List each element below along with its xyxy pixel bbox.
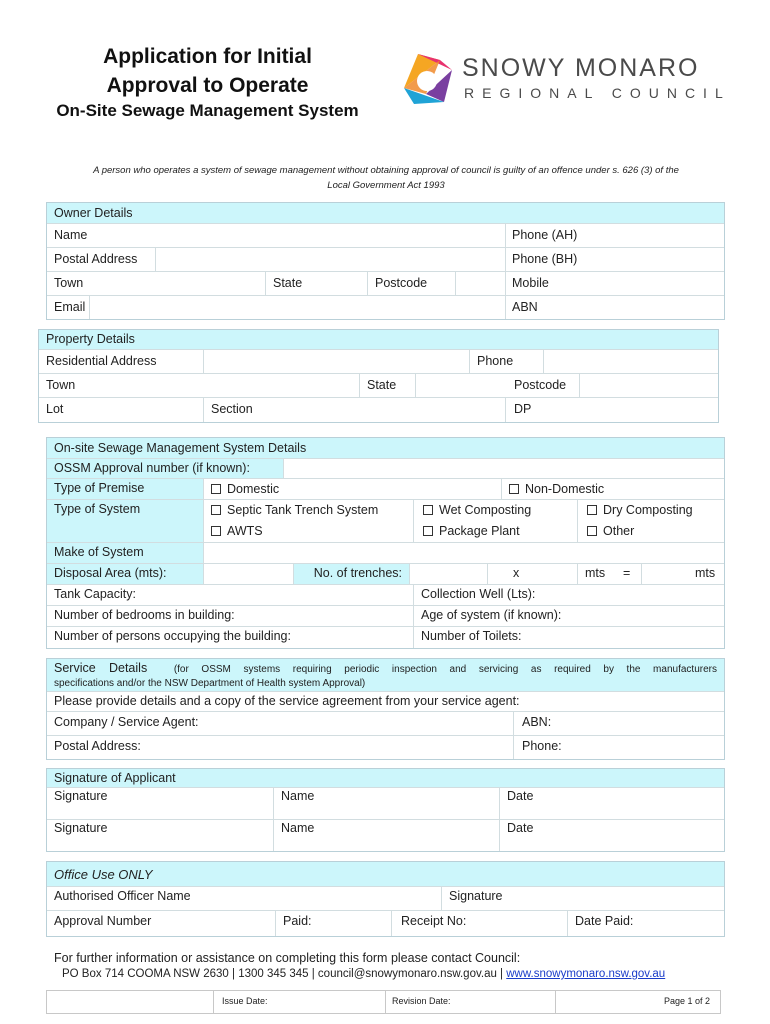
contact-details [62,968,665,980]
legal-notice [48,163,724,193]
owner-postcode-label: Postcode [375,276,428,290]
logo-name: SNOWY MONARO [462,54,700,82]
approval-number-label: Approval Number [54,914,152,928]
ossm-details-section [46,437,725,649]
persons-label: Number of persons occupying the building: [54,629,291,643]
lot-label: Lot [46,402,64,416]
service-postal-address-label: Postal Address: [54,739,141,753]
checkbox-awts[interactable] [211,524,263,538]
age-of-system-label: Age of system (if known): [421,608,562,622]
property-phone-label: Phone [477,354,514,368]
checkbox-icon [211,526,221,536]
checkbox-package-plant[interactable] [423,524,520,538]
no-of-trenches-label: No. of trenches: [293,563,409,584]
make-of-system-label: Make of System [47,542,203,563]
notice-line-1: A person who operates a system of sewage management without obtaining approval of council is guilty of an offence under s. 626 (3) of the [93,165,679,176]
office-signature-label: Signature [449,889,503,903]
mts-unit-2: mts [695,566,716,580]
ossm-approval-label: OSSM Approval number (if known): [47,458,283,478]
office-use-section [46,861,725,937]
property-details-section [38,329,719,423]
property-details-heading: Property Details [39,330,718,349]
title-line-2: Approval to Operate [106,74,309,97]
equals-sign: = [623,566,631,580]
property-state-label: State [367,378,397,392]
council-logo-icon [396,50,458,108]
service-details-section [46,658,725,760]
service-heading-note-2: specifications and/or the NSW Department of Health system Approval) [54,678,366,689]
revision-date-label: Revision Date: [392,996,451,1006]
owner-details-section [46,202,725,320]
signature-heading: Signature of Applicant [47,769,724,787]
form-title [40,42,375,100]
owner-town-label: Town [54,276,84,290]
package-plant-label: Package Plant [439,524,520,538]
office-use-heading: Office Use ONLY [47,862,724,886]
dp-label: DP [514,402,532,416]
domestic-label: Domestic [227,482,280,496]
checkbox-icon [587,505,597,515]
notice-line-2: Local Government Act 1993 [327,180,445,191]
receipt-no-label: Receipt No: [401,914,467,928]
ossm-details-heading: On-site Sewage Management System Details [47,438,724,458]
bedrooms-label: Number of bedrooms in building: [54,608,235,622]
date-1-label: Date [507,789,534,803]
wet-composting-label: Wet Composting [439,503,532,517]
residential-address-label: Residential Address [46,354,157,368]
septic-label: Septic Tank Trench System [227,503,379,517]
checkbox-icon [509,484,519,494]
owner-state-label: State [273,276,303,290]
collection-well-label: Collection Well (Lts): [421,587,536,601]
service-details-heading [47,659,724,691]
name-2-label: Name [281,821,315,835]
dry-composting-label: Dry Composting [603,503,693,517]
officer-name-label: Authorised Officer Name [54,889,191,903]
type-of-premise-label: Type of Premise [47,478,203,499]
logo-subname: REGIONAL COUNCIL [464,85,731,101]
owner-mobile-label: Mobile [512,276,549,290]
name-1-label: Name [281,789,315,803]
date-2-label: Date [507,821,534,835]
contact-intro: For further information or assistance on completing this form please contact Council: [54,951,521,965]
issue-date-label: Issue Date: [222,996,268,1006]
owner-phone-bh-label: Phone (BH) [512,252,578,266]
service-instruction: Please provide details and a copy of the service agreement from your service agent: [54,694,520,708]
title-line-1: Application for Initial [103,45,312,68]
date-paid-label: Date Paid: [575,914,634,928]
other-label: Other [603,524,635,538]
service-abn-label: ABN: [522,715,552,729]
checkbox-domestic[interactable] [211,482,279,496]
owner-email-label: Email [54,300,86,314]
service-phone-label: Phone: [522,739,562,753]
checkbox-icon [587,526,597,536]
toilets-label: Number of Toilets: [421,629,522,643]
company-label: Company / Service Agent: [54,715,199,729]
section-label: Section [211,402,253,416]
contact-address: PO Box 714 COOMA NSW 2630 | 1300 345 345 | council@snowymonaro.nsw.gov.au | [62,968,504,980]
checkbox-wet-composting[interactable] [423,503,531,517]
owner-name-label: Name [54,228,88,242]
checkbox-dry-composting[interactable] [587,503,693,517]
page-number: Page 1 of 2 [664,996,711,1006]
multiply-x: x [513,566,520,580]
tank-capacity-label: Tank Capacity: [54,587,136,601]
signature-section [46,768,725,852]
property-postcode-label: Postcode [514,378,567,392]
footer-box [46,990,721,1014]
mts-unit-1: mts [585,566,606,580]
service-heading-note: (for OSSM systems requiring periodic inspection and servicing as required by the manufacturers [173,664,717,675]
signature-2-label: Signature [54,821,108,835]
website-link[interactable]: www.snowymonaro.nsw.gov.au [506,968,666,980]
owner-details-heading: Owner Details [47,203,724,223]
checkbox-icon [211,484,221,494]
disposal-area-label: Disposal Area (mts): [47,563,203,584]
owner-postal-address-label: Postal Address [54,252,138,266]
service-heading-title: Service Details [54,661,148,675]
owner-abn-label: ABN [512,300,538,314]
checkbox-non-domestic[interactable] [509,482,604,496]
non-domestic-label: Non-Domestic [525,482,605,496]
checkbox-icon [211,505,221,515]
paid-label: Paid: [283,914,312,928]
checkbox-other[interactable] [587,524,634,538]
type-of-system-label: Type of System [47,499,203,542]
checkbox-icon [423,526,433,536]
checkbox-septic[interactable] [211,503,378,517]
property-town-label: Town [46,378,76,392]
owner-phone-ah-label: Phone (AH) [512,228,578,242]
form-subtitle: On-Site Sewage Management System [56,101,359,120]
awts-label: AWTS [227,524,263,538]
checkbox-icon [423,505,433,515]
signature-1-label: Signature [54,789,108,803]
